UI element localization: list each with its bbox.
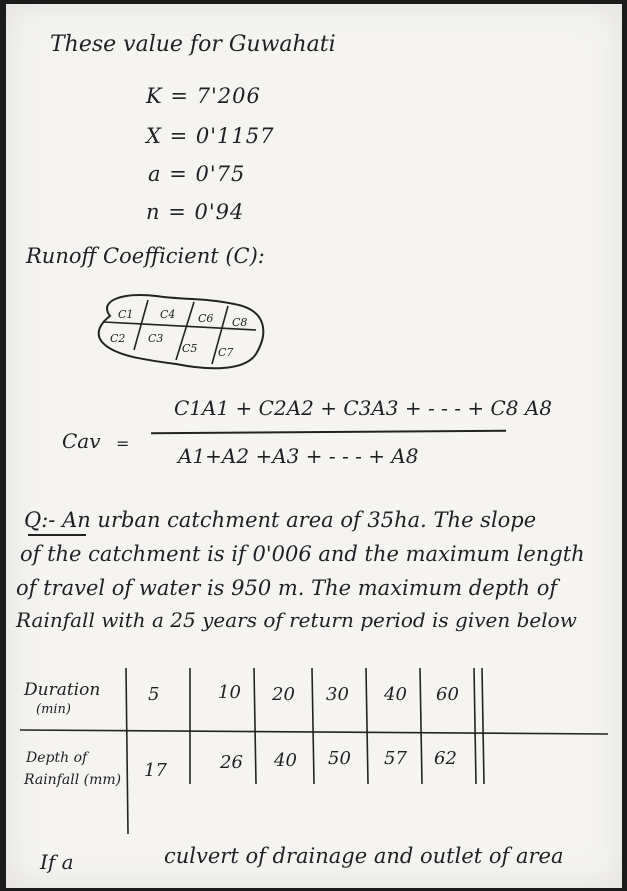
duration-cell: 20 <box>272 684 295 705</box>
duration-cell: 5 <box>148 684 160 705</box>
cav-label: Cav <box>62 429 101 453</box>
duration-cell: 40 <box>384 684 407 705</box>
table-v-5 <box>420 668 422 784</box>
cell-c7: C7 <box>218 346 234 359</box>
footer-right-text: culvert of drainage and outlet of area <box>164 844 564 868</box>
table-v-3 <box>312 668 314 784</box>
formula-numerator: C1A1 + C2A2 + C3A3 + - - - + C8 A8 <box>174 396 553 420</box>
question-line-3: of travel of water is 950 m. The maximum depth of <box>16 576 558 600</box>
param-n: n = 0'94 <box>146 200 245 224</box>
param-a: a = 0'75 <box>148 162 246 186</box>
param-k: K = 7'206 <box>146 84 261 108</box>
table-v-6 <box>474 668 476 784</box>
heading-text: These value for Guwahati <box>50 32 336 57</box>
cell-c8: C8 <box>232 316 248 329</box>
table-v-4 <box>366 668 368 784</box>
question-underline <box>28 534 86 536</box>
table-v-2 <box>254 668 256 784</box>
table-v-7 <box>482 668 484 784</box>
table-h-line <box>20 730 608 734</box>
footer-left-text: If a <box>40 850 74 874</box>
depth-cell: 57 <box>384 748 407 769</box>
equals-sign: = <box>116 434 130 453</box>
cell-c4: C4 <box>160 308 176 321</box>
param-x: X = 0'1157 <box>146 124 275 148</box>
question-line-1: Q:- An urban catchment area of 35ha. The slope <box>24 508 537 532</box>
depth-cell: 50 <box>328 748 351 769</box>
duration-cell: 30 <box>326 684 349 705</box>
depth-label: Depth of <box>26 750 88 766</box>
duration-cell: 60 <box>436 684 459 705</box>
question-line-2: of the catchment is if 0'006 and the maximum length <box>20 542 585 566</box>
cell-c6: C6 <box>198 312 214 325</box>
duration-label: Duration <box>24 680 101 700</box>
formula-denominator: A1+A2 +A3 + - - - + A8 <box>178 444 419 468</box>
depth-cell: 40 <box>274 750 297 771</box>
cell-c3: C3 <box>148 332 164 345</box>
cell-c5: C5 <box>182 342 198 355</box>
duration-unit: (min) <box>36 702 72 717</box>
table-v-0 <box>126 668 128 834</box>
depth-cell: 26 <box>220 752 243 773</box>
question-line-4: Rainfall with a 25 years of return period is given below <box>16 608 577 632</box>
runoff-coefficient-title: Runoff Coefficient (C): <box>26 244 265 268</box>
duration-cell: 10 <box>218 682 241 703</box>
depth-cell: 62 <box>434 748 457 769</box>
cell-c2: C2 <box>110 332 126 345</box>
depth-cell: 17 <box>144 760 167 781</box>
notebook-page <box>6 4 622 888</box>
depth-unit: Rainfall (mm) <box>24 772 122 788</box>
cell-c1: C1 <box>118 308 134 321</box>
